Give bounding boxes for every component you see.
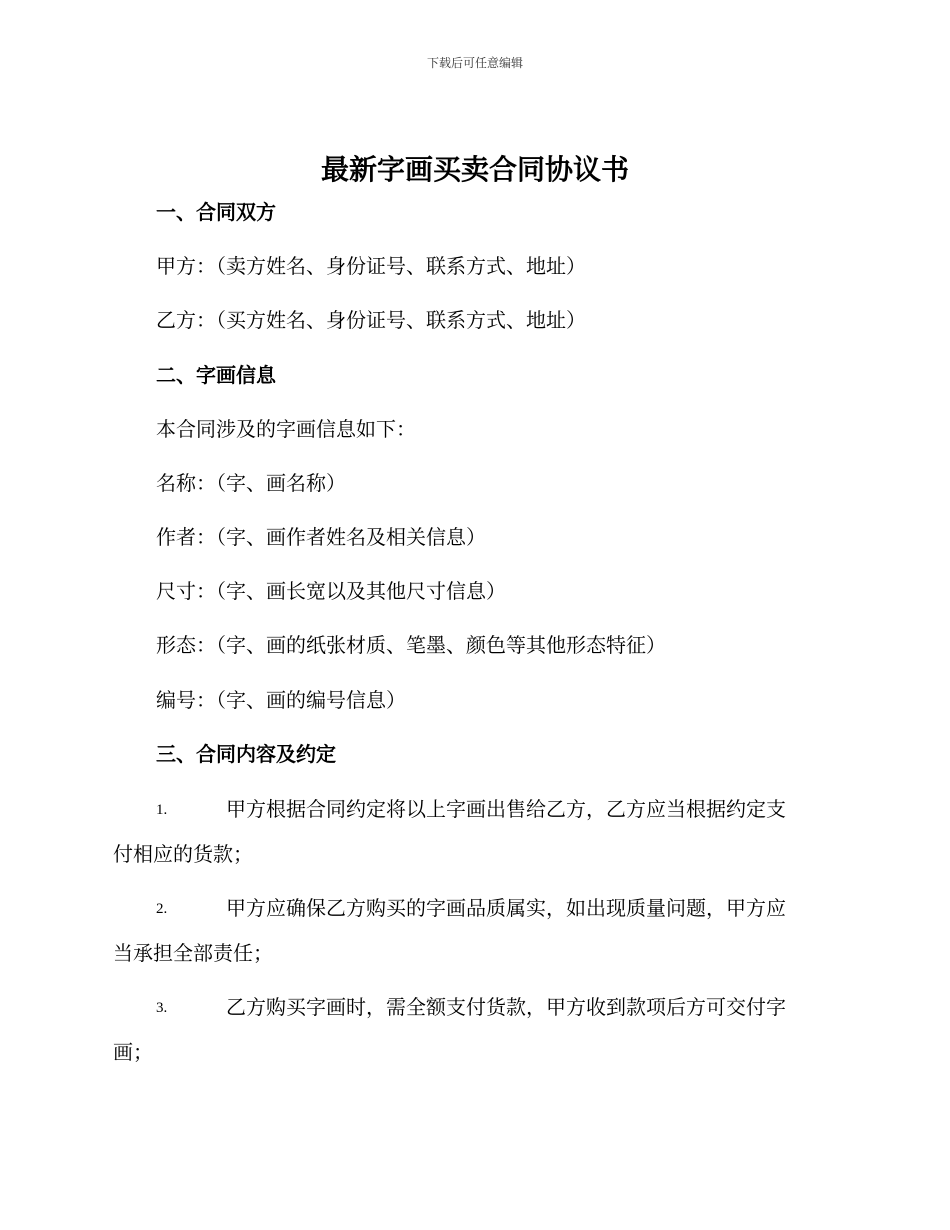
clause-number: 2. — [156, 901, 168, 917]
clause-text-continuation: 画； — [113, 1040, 153, 1064]
document-title: 最新字画买卖合同协议书 — [320, 153, 629, 186]
artwork-size-line: 尺寸：（字、画长宽以及其他尺寸信息） — [156, 579, 506, 603]
clause-number: 1. — [156, 802, 168, 818]
artwork-form-line: 形态：（字、画的纸张材质、笔墨、颜色等其他形态特征） — [156, 633, 666, 657]
party-a-line: 甲方：（卖方姓名、身份证号、联系方式、地址） — [156, 254, 586, 278]
clause-text: 甲方应确保乙方购买的字画品质属实，如出现质量问题，甲方应 — [226, 896, 786, 920]
clause-text: 乙方购买字画时，需全额支付货款，甲方收到款项后方可交付字 — [226, 995, 786, 1019]
section-heading-artwork-info: 二、字画信息 — [156, 363, 276, 387]
artwork-name-line: 名称：（字、画名称） — [156, 471, 346, 495]
artwork-author-line: 作者：（字、画作者姓名及相关信息） — [156, 525, 486, 549]
section-heading-parties: 一、合同双方 — [156, 200, 276, 224]
artwork-number-line: 编号：（字、画的编号信息） — [156, 688, 406, 712]
clause-number: 3. — [156, 1000, 168, 1016]
artwork-intro-line: 本合同涉及的字画信息如下： — [156, 417, 416, 441]
header-note: 下载后可任意编辑 — [426, 56, 523, 70]
clause-text: 甲方根据合同约定将以上字画出售给乙方，乙方应当根据约定支 — [226, 797, 786, 821]
party-b-line: 乙方：（买方姓名、身份证号、联系方式、地址） — [156, 308, 586, 332]
clause-text-continuation: 当承担全部责任； — [113, 941, 273, 965]
clause-text-continuation: 付相应的货款； — [113, 842, 253, 866]
section-heading-terms: 三、合同内容及约定 — [156, 742, 336, 766]
